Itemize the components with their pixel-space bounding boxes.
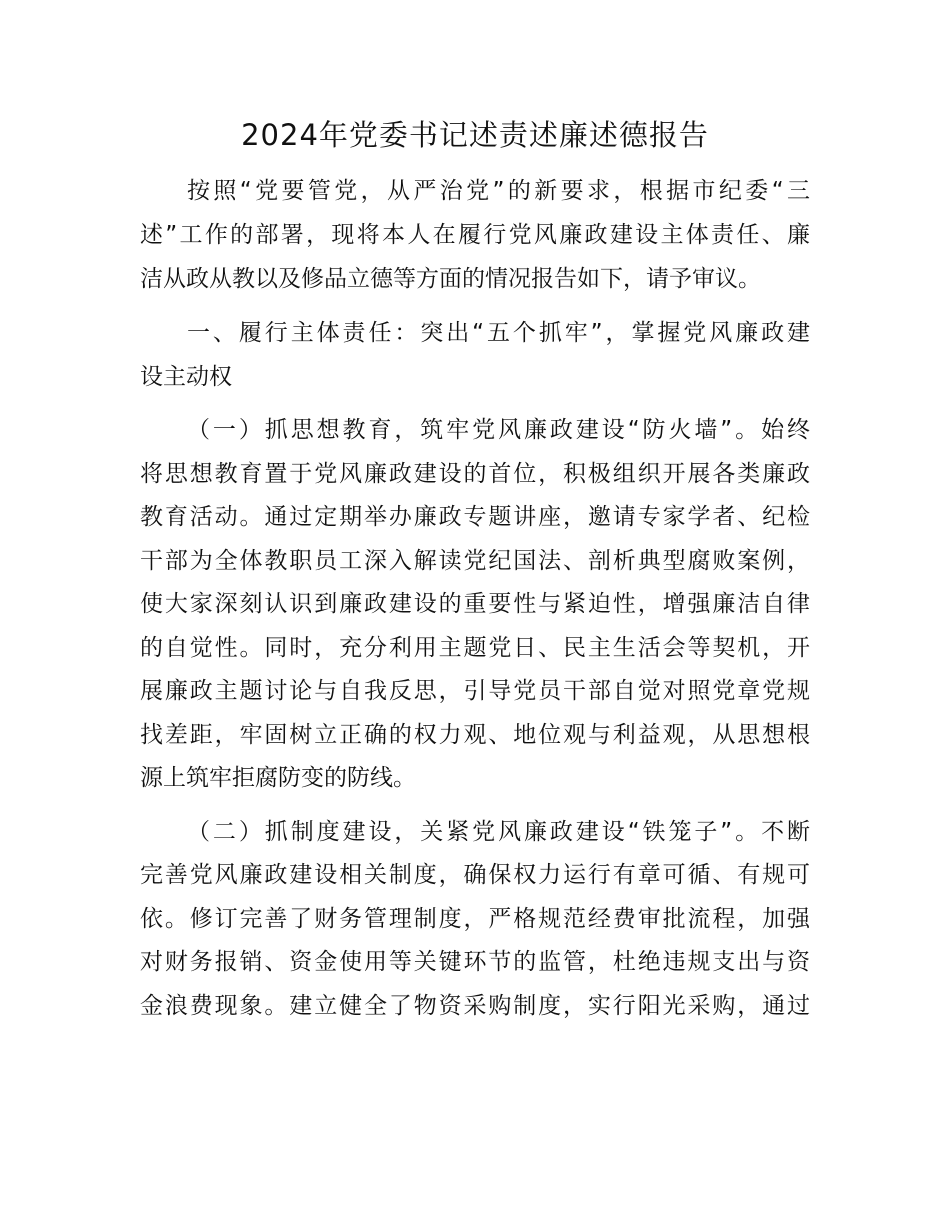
paragraph-3-line-8: 找差距，牢固树立正确的权力观、地位观与利益观，从思想根 [140, 722, 810, 748]
paragraph-1-line-1: 按照“党要管党，从严治党”的新要求，根据市纪委“三 [187, 178, 810, 204]
section-heading-1-line-2: 设主动权 [140, 364, 232, 390]
paragraph-1-line-3: 洁从政从教以及修品立德等方面的情况报告如下，请予审议。 [140, 266, 761, 292]
paragraph-3-line-1: （一）抓思想教育，筑牢党风廉政建设“防火墙”。始终 [187, 417, 810, 443]
paragraph-4-line-4: 对财务报销、资金使用等关键环节的监管，杜绝违规支出与资 [140, 949, 810, 975]
document-title: 2024年党委书记述责述廉述德报告 [241, 118, 709, 152]
paragraph-3-line-9: 源上筑牢拒腐防变的防线。 [140, 765, 416, 791]
paragraph-4-line-3: 依。修订完善了财务管理制度，严格规范经费审批流程，加强 [140, 906, 810, 932]
paragraph-3-line-3: 教育活动。通过定期举办廉政专题讲座，邀请专家学者、纪检 [140, 504, 810, 530]
paragraph-1-line-2: 述”工作的部署，现将本人在履行党风廉政建设主体责任、廉 [140, 222, 810, 248]
paragraph-3-line-2: 将思想教育置于党风廉政建设的首位，积极组织开展各类廉政 [140, 461, 810, 487]
paragraph-4-line-2: 完善党风廉政建设相关制度，确保权力运行有章可循、有规可 [140, 862, 810, 888]
paragraph-3-line-4: 干部为全体教职员工深入解读党纪国法、剖析典型腐败案例， [140, 548, 810, 574]
paragraph-4-line-1: （二）抓制度建设，关紧党风廉政建设“铁笼子”。不断 [187, 819, 810, 845]
paragraph-3-line-5: 使大家深刻认识到廉政建设的重要性与紧迫性，增强廉洁自律 [140, 591, 810, 617]
paragraph-3-line-6: 的自觉性。同时，充分利用主题党日、民主生活会等契机，开 [140, 635, 810, 661]
section-heading-1-line-1: 一、履行主体责任：突出“五个抓牢”，掌握党风廉政建 [187, 320, 810, 346]
paragraph-4-line-5: 金浪费现象。建立健全了物资采购制度，实行阳光采购，通过 [140, 993, 810, 1019]
paragraph-3-line-7: 展廉政主题讨论与自我反思，引导党员干部自觉对照党章党规 [140, 678, 810, 704]
